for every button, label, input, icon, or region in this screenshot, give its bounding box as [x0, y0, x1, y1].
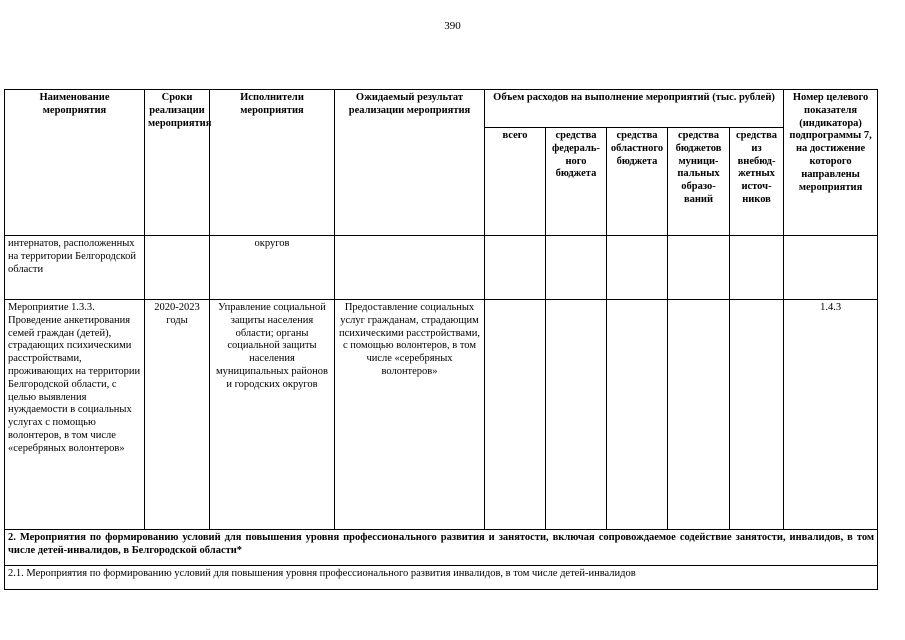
section-2-1-heading: 2.1. Мероприятия по формированию условий для повышения уровня профессионального развития инвалидов, в том числе детей-инвалидов — [5, 566, 878, 590]
table-row — [5, 236, 878, 300]
row-extrabudget — [730, 236, 784, 300]
row-federal — [546, 236, 607, 300]
header-expenses: Объем расходов на выполнение мероприятий (тыс. рублей) — [485, 90, 784, 128]
row-executors: Управление социальной защиты населения области; органы социальной защиты населения муниципальных районов и городских округов — [210, 300, 335, 530]
section-2-heading: 2. Мероприятия по формированию условий для повышения уровня профессионального развития и занятости, включая сопровождаемое содействие занятости, инвалидов, в том числе детей-инвалидов, в Белгородской области* — [5, 530, 878, 566]
header-total: всего — [485, 128, 546, 236]
table-row — [5, 300, 878, 530]
header-extrabudget: средства из внебюд-жетных источ-ников — [730, 128, 784, 236]
header-name: Наименование мероприятия — [5, 90, 145, 236]
row-total — [485, 300, 546, 530]
header-period: Сроки реализации мероприятия — [145, 90, 210, 236]
row-indicator: 1.4.3 — [784, 300, 878, 530]
row-result — [335, 236, 485, 300]
row-period — [145, 236, 210, 300]
measures-table — [4, 89, 878, 590]
row-extrabudget — [730, 300, 784, 530]
header-regional: средства областного бюджета — [607, 128, 668, 236]
header-result: Ожидаемый результат реализации мероприятия — [335, 90, 485, 236]
row-total — [485, 236, 546, 300]
row-municipal — [668, 236, 730, 300]
row-name: Мероприятие 1.3.3. Проведение анкетирования семей граждан (детей), страдающих психическими расстройствами, проживающих на территории Белгородской области, с целью выявления нуждаемости в социальных услугах с помощью волонтеров, в том числе «серебряных волонтеров» — [5, 300, 145, 530]
header-indicator: Номер целевого показателя (индикатора) подпрограммы 7, на достижение которого направлены мероприятия — [784, 90, 878, 236]
row-indicator — [784, 236, 878, 300]
header-federal: средства федераль-ного бюджета — [546, 128, 607, 236]
row-period: 2020-2023 годы — [145, 300, 210, 530]
row-result: Предоставление социальных услуг гражданам, страдающим психическими расстройствами, с помощью волонтеров, в том числе «серебряных волонтеров» — [335, 300, 485, 530]
row-municipal — [668, 300, 730, 530]
row-federal — [546, 300, 607, 530]
row-executors: округов — [210, 236, 335, 300]
row-name: интернатов, расположенных на территории Белгородской области — [5, 236, 145, 300]
header-municipal: средства бюджетов муници-пальных образо-ваний — [668, 128, 730, 236]
row-regional — [607, 236, 668, 300]
page-number: 390 — [444, 20, 461, 32]
row-regional — [607, 300, 668, 530]
header-executors: Исполнители мероприятия — [210, 90, 335, 236]
